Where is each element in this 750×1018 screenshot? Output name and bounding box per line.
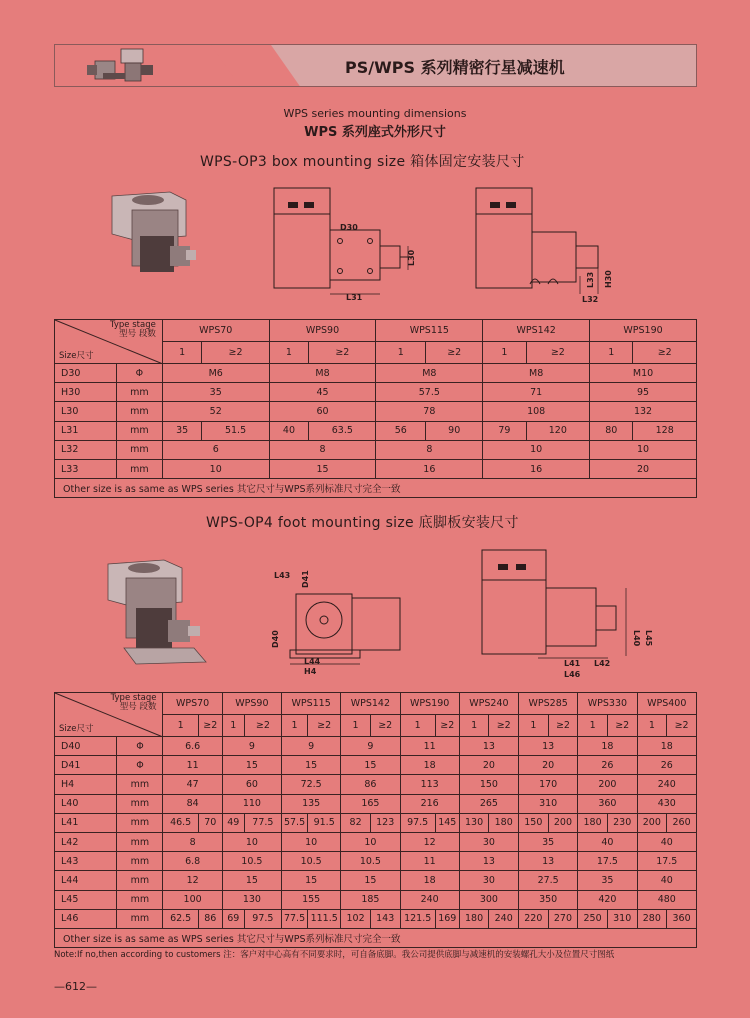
stage-header: ≥2 <box>489 715 519 737</box>
stage-header: 1 <box>282 715 308 737</box>
table-cell: 35 <box>162 421 202 440</box>
dim-l46: L46 <box>564 670 581 679</box>
table-cell: 165 <box>341 794 400 813</box>
type-stage-en: Type stage <box>110 320 156 330</box>
dim-l42: L42 <box>594 659 611 668</box>
table-row <box>55 421 697 440</box>
table-cell: 350 <box>519 890 578 909</box>
stage-header: ≥2 <box>370 715 400 737</box>
table-cell: 6.6 <box>163 737 222 756</box>
row-unit: mm <box>117 421 163 440</box>
table-row <box>55 383 697 402</box>
stage-header: 1 <box>400 715 435 737</box>
table-cell: 15 <box>222 756 281 775</box>
table-cell: 84 <box>163 794 222 813</box>
table-cell: 77.5 <box>282 909 308 928</box>
table-cell: 100 <box>163 890 222 909</box>
table-cell: M8 <box>269 364 376 383</box>
table-cell: 15 <box>341 871 400 890</box>
table-cell: 47 <box>163 775 222 794</box>
stage-header: ≥2 <box>244 715 281 737</box>
table-cell: 13 <box>459 737 518 756</box>
op4-gearbox-photo <box>102 556 212 674</box>
table-cell: 49 <box>222 813 244 832</box>
table-cell: 26 <box>578 756 637 775</box>
table-note: Other size is as same as WPS series 其它尺寸与WPS系列标准尺寸完全一致 <box>55 928 697 947</box>
table-cell: 180 <box>578 813 608 832</box>
table-cell: 46.5 <box>163 813 198 832</box>
table-cell: 18 <box>400 871 459 890</box>
table-cell: 11 <box>400 737 459 756</box>
table-cell: 200 <box>548 813 578 832</box>
table-cell: 79 <box>483 421 526 440</box>
row-unit: mm <box>117 909 163 928</box>
table-cell: 60 <box>269 402 376 421</box>
row-label: L40 <box>55 794 117 813</box>
note-row <box>55 479 697 498</box>
table-cell: 310 <box>607 909 637 928</box>
table-cell: 310 <box>519 794 578 813</box>
model-header: WPS115 <box>282 693 341 715</box>
row-unit: mm <box>117 775 163 794</box>
stage-header: 1 <box>459 715 489 737</box>
table-cell: 102 <box>341 909 371 928</box>
header-row-models <box>55 320 697 342</box>
gearbox-thumbnail-image <box>73 47 183 83</box>
table-cell: 10 <box>341 832 400 851</box>
model-header: WPS142 <box>483 320 590 342</box>
table-cell: 27.5 <box>519 871 578 890</box>
table-cell: 10 <box>282 832 341 851</box>
table-cell: 121.5 <box>400 909 435 928</box>
footer-note: Note:If no,then according to customers 注：客户对中心高有不同要求时，可自备底脚。我公司提供底脚与减速机的安装螺孔大小及位置尺寸图纸 <box>54 950 615 960</box>
table-cell: 18 <box>578 737 637 756</box>
table-cell: 170 <box>519 775 578 794</box>
table-cell: 270 <box>548 909 578 928</box>
op3-drawing-side <box>268 184 438 302</box>
stage-header: ≥2 <box>667 715 697 737</box>
row-label: L41 <box>55 813 117 832</box>
row-label: H30 <box>55 383 117 402</box>
table-row <box>55 871 697 890</box>
stage-header: ≥2 <box>309 342 376 364</box>
table-cell: 17.5 <box>637 852 696 871</box>
row-label: L31 <box>55 421 117 440</box>
table-cell: 143 <box>370 909 400 928</box>
table-cell: 150 <box>459 775 518 794</box>
row-unit: mm <box>117 832 163 851</box>
row-unit: mm <box>117 440 163 459</box>
row-unit: Φ <box>117 756 163 775</box>
table-cell: 145 <box>435 813 459 832</box>
table-cell: 30 <box>459 871 518 890</box>
stage-header: ≥2 <box>526 342 589 364</box>
stage-header: ≥2 <box>198 715 222 737</box>
table-cell: 300 <box>459 890 518 909</box>
table-cell: 10.5 <box>222 852 281 871</box>
model-header: WPS240 <box>459 693 518 715</box>
table-row <box>55 402 697 421</box>
table-row <box>55 459 697 478</box>
dim-h4: H4 <box>304 667 317 676</box>
table-cell: 10 <box>483 440 590 459</box>
table-cell: 70 <box>198 813 222 832</box>
table-cell: 63.5 <box>309 421 376 440</box>
row-unit: mm <box>117 459 163 478</box>
row-label: D41 <box>55 756 117 775</box>
table-cell: 35 <box>519 832 578 851</box>
table-row <box>55 737 697 756</box>
table-cell: 120 <box>526 421 589 440</box>
row-label: L45 <box>55 890 117 909</box>
table-cell: 71 <box>483 383 590 402</box>
table-cell: 57.5 <box>282 813 308 832</box>
table-cell: 9 <box>282 737 341 756</box>
table-cell: 86 <box>341 775 400 794</box>
table-cell: 15 <box>269 459 376 478</box>
table-cell: 280 <box>637 909 667 928</box>
dim-l33: L33 <box>586 271 595 288</box>
table-cell: 128 <box>633 421 697 440</box>
op3-spec-table <box>54 319 697 498</box>
stage-header: 1 <box>341 715 371 737</box>
table-cell: 180 <box>489 813 519 832</box>
model-header: WPS330 <box>578 693 637 715</box>
model-header: WPS142 <box>341 693 400 715</box>
table-cell: 60 <box>222 775 281 794</box>
dim-d30: D30 <box>340 223 358 232</box>
table-cell: M6 <box>162 364 269 383</box>
table-cell: 135 <box>282 794 341 813</box>
table-cell: 9 <box>341 737 400 756</box>
table-row <box>55 364 697 383</box>
table-cell: 108 <box>483 402 590 421</box>
dim-l41: L41 <box>564 659 581 668</box>
table-cell: 40 <box>637 871 696 890</box>
table-row <box>55 756 697 775</box>
table-note: Other size is as same as WPS series 其它尺寸与WPS系列标准尺寸完全一致 <box>55 479 697 498</box>
table-cell: M8 <box>376 364 483 383</box>
op4-drawing-side <box>478 546 653 686</box>
op3-gearbox-photo <box>104 188 200 288</box>
model-header: WPS190 <box>590 320 697 342</box>
note-row <box>55 928 697 947</box>
table-cell: 240 <box>637 775 696 794</box>
model-header: WPS115 <box>376 320 483 342</box>
table-cell: 250 <box>578 909 608 928</box>
table-cell: 430 <box>637 794 696 813</box>
table-cell: 220 <box>519 909 549 928</box>
table-cell: 360 <box>578 794 637 813</box>
table-cell: 6.8 <box>163 852 222 871</box>
row-unit: mm <box>117 871 163 890</box>
size-label: Size尺寸 <box>59 724 94 734</box>
model-header: WPS90 <box>222 693 281 715</box>
table-cell: 12 <box>163 871 222 890</box>
table-cell: 110 <box>222 794 281 813</box>
model-header: WPS70 <box>162 320 269 342</box>
table-cell: 185 <box>341 890 400 909</box>
row-unit: Φ <box>117 364 163 383</box>
table-cell: 480 <box>637 890 696 909</box>
model-header: WPS190 <box>400 693 459 715</box>
table-cell: 240 <box>489 909 519 928</box>
table-row <box>55 775 697 794</box>
table-cell: 95 <box>590 383 697 402</box>
row-label: D40 <box>55 737 117 756</box>
table-cell: 52 <box>162 402 269 421</box>
subtitle-cn: WPS 系列座式外形尺寸 <box>304 125 446 140</box>
op4-drawing-front <box>270 564 420 682</box>
table-cell: 16 <box>483 459 590 478</box>
table-row <box>55 813 697 832</box>
dim-l44: L44 <box>304 657 321 666</box>
table-cell: 20 <box>590 459 697 478</box>
dim-l31: L31 <box>346 293 363 302</box>
table-row <box>55 440 697 459</box>
table-cell: 8 <box>269 440 376 459</box>
table-cell: 82 <box>341 813 371 832</box>
row-label: L30 <box>55 402 117 421</box>
dim-l45: L45 <box>644 630 653 647</box>
table-cell: 169 <box>435 909 459 928</box>
table-cell: 111.5 <box>308 909 341 928</box>
row-label: L42 <box>55 832 117 851</box>
table-cell: 420 <box>578 890 637 909</box>
page-number: —612— <box>54 980 97 993</box>
table-cell: 13 <box>519 737 578 756</box>
table-cell: 132 <box>590 402 697 421</box>
table-cell: 18 <box>637 737 696 756</box>
dim-l40: L40 <box>632 630 641 647</box>
table-cell: 62.5 <box>163 909 198 928</box>
header-corner-cell <box>55 693 163 737</box>
table-cell: 13 <box>459 852 518 871</box>
stage-header: 1 <box>483 342 526 364</box>
row-unit: mm <box>117 402 163 421</box>
row-label: L44 <box>55 871 117 890</box>
table-cell: 20 <box>519 756 578 775</box>
section2-title: WPS-OP4 foot mounting size 底脚板安装尺寸 <box>206 515 519 531</box>
type-stage-cn: 型号 段数 <box>119 702 157 712</box>
stage-header: ≥2 <box>607 715 637 737</box>
table-cell: 9 <box>222 737 281 756</box>
table-cell: 6 <box>162 440 269 459</box>
table-cell: 90 <box>426 421 483 440</box>
table-cell: 30 <box>459 832 518 851</box>
table-cell: 16 <box>376 459 483 478</box>
stage-header: 1 <box>163 715 198 737</box>
table-cell: 230 <box>607 813 637 832</box>
stage-header: 1 <box>162 342 202 364</box>
table-cell: 8 <box>163 832 222 851</box>
subtitle-en: WPS series mounting dimensions <box>283 107 467 120</box>
table-cell: 91.5 <box>308 813 341 832</box>
table-cell: 155 <box>282 890 341 909</box>
table-cell: 12 <box>400 832 459 851</box>
dim-l43: L43 <box>274 571 291 580</box>
table-cell: 97.5 <box>400 813 435 832</box>
table-cell: 10.5 <box>282 852 341 871</box>
table-cell: 17.5 <box>578 852 637 871</box>
table-row <box>55 909 697 928</box>
row-label: L43 <box>55 852 117 871</box>
table-row <box>55 832 697 851</box>
header-bar <box>54 44 697 87</box>
page-header-title: PS/WPS 系列精密行星减速机 <box>345 58 565 77</box>
table-cell: 15 <box>222 871 281 890</box>
row-unit: mm <box>117 383 163 402</box>
row-unit: mm <box>117 813 163 832</box>
stage-header: 1 <box>590 342 633 364</box>
table-cell: 72.5 <box>282 775 341 794</box>
type-stage-label <box>111 694 157 712</box>
section1-title: WPS-OP3 box mounting size 箱体固定安装尺寸 <box>200 154 525 170</box>
stage-header: 1 <box>376 342 426 364</box>
table-cell: 40 <box>269 421 309 440</box>
table-cell: 15 <box>341 756 400 775</box>
table-cell: 40 <box>637 832 696 851</box>
table-cell: 15 <box>282 871 341 890</box>
type-stage-cn: 型号 段数 <box>119 329 156 339</box>
row-unit: mm <box>117 794 163 813</box>
table-cell: 130 <box>459 813 489 832</box>
stage-header: ≥2 <box>435 715 459 737</box>
table-cell: 78 <box>376 402 483 421</box>
table-cell: 123 <box>370 813 400 832</box>
table-cell: 18 <box>400 756 459 775</box>
stage-header: 1 <box>519 715 549 737</box>
table-cell: 10.5 <box>341 852 400 871</box>
table-cell: 8 <box>376 440 483 459</box>
row-label: L46 <box>55 909 117 928</box>
dim-l32: L32 <box>582 295 599 304</box>
table-cell: 150 <box>519 813 549 832</box>
table-cell: 10 <box>590 440 697 459</box>
op3-drawing-detail <box>470 184 620 306</box>
dim-d41: D41 <box>301 570 310 588</box>
row-unit: Φ <box>117 737 163 756</box>
type-stage-en: Type stage <box>110 693 157 703</box>
table-cell: 216 <box>400 794 459 813</box>
table-row <box>55 794 697 813</box>
model-header: WPS400 <box>637 693 696 715</box>
stage-header: ≥2 <box>426 342 483 364</box>
model-header: WPS285 <box>519 693 578 715</box>
header-corner-cell <box>55 320 163 364</box>
stage-header: ≥2 <box>202 342 269 364</box>
op4-spec-table <box>54 692 697 948</box>
table-cell: 11 <box>400 852 459 871</box>
header-row-models <box>55 693 697 715</box>
table-cell: 265 <box>459 794 518 813</box>
table-cell: 20 <box>459 756 518 775</box>
table-cell: 56 <box>376 421 426 440</box>
stage-header: ≥2 <box>308 715 341 737</box>
table-cell: 10 <box>222 832 281 851</box>
stage-header: ≥2 <box>633 342 697 364</box>
row-label: D30 <box>55 364 117 383</box>
row-unit: mm <box>117 890 163 909</box>
table-cell: 180 <box>459 909 489 928</box>
table-cell: 13 <box>519 852 578 871</box>
table-cell: M10 <box>590 364 697 383</box>
table-cell: 113 <box>400 775 459 794</box>
stage-header: 1 <box>637 715 667 737</box>
table-cell: 200 <box>578 775 637 794</box>
table-cell: 130 <box>222 890 281 909</box>
stage-header: 1 <box>269 342 309 364</box>
row-label: L33 <box>55 459 117 478</box>
table-cell: 260 <box>667 813 697 832</box>
table-cell: 240 <box>400 890 459 909</box>
table-cell: 69 <box>222 909 244 928</box>
table-cell: 77.5 <box>244 813 281 832</box>
table-cell: 97.5 <box>244 909 281 928</box>
model-header: WPS90 <box>269 320 376 342</box>
table-row <box>55 890 697 909</box>
stage-header: ≥2 <box>548 715 578 737</box>
table-cell: 11 <box>163 756 222 775</box>
row-unit: mm <box>117 852 163 871</box>
table-cell: 40 <box>578 832 637 851</box>
table-cell: 45 <box>269 383 376 402</box>
table-row <box>55 852 697 871</box>
type-stage-label <box>110 321 156 339</box>
table-cell: 51.5 <box>202 421 269 440</box>
row-label: H4 <box>55 775 117 794</box>
row-label: L32 <box>55 440 117 459</box>
dim-l30: L30 <box>407 249 416 266</box>
table-cell: M8 <box>483 364 590 383</box>
table-cell: 80 <box>590 421 633 440</box>
dim-h30: H30 <box>604 270 613 288</box>
table-cell: 35 <box>162 383 269 402</box>
table-cell: 57.5 <box>376 383 483 402</box>
dim-d40: D40 <box>271 630 280 648</box>
stage-header: 1 <box>578 715 608 737</box>
table-cell: 15 <box>282 756 341 775</box>
size-label: Size尺寸 <box>59 351 94 361</box>
table-cell: 200 <box>637 813 667 832</box>
stage-header: 1 <box>222 715 244 737</box>
table-cell: 35 <box>578 871 637 890</box>
table-cell: 10 <box>162 459 269 478</box>
table-cell: 86 <box>198 909 222 928</box>
model-header: WPS70 <box>163 693 222 715</box>
table-cell: 26 <box>637 756 696 775</box>
table-cell: 360 <box>667 909 697 928</box>
